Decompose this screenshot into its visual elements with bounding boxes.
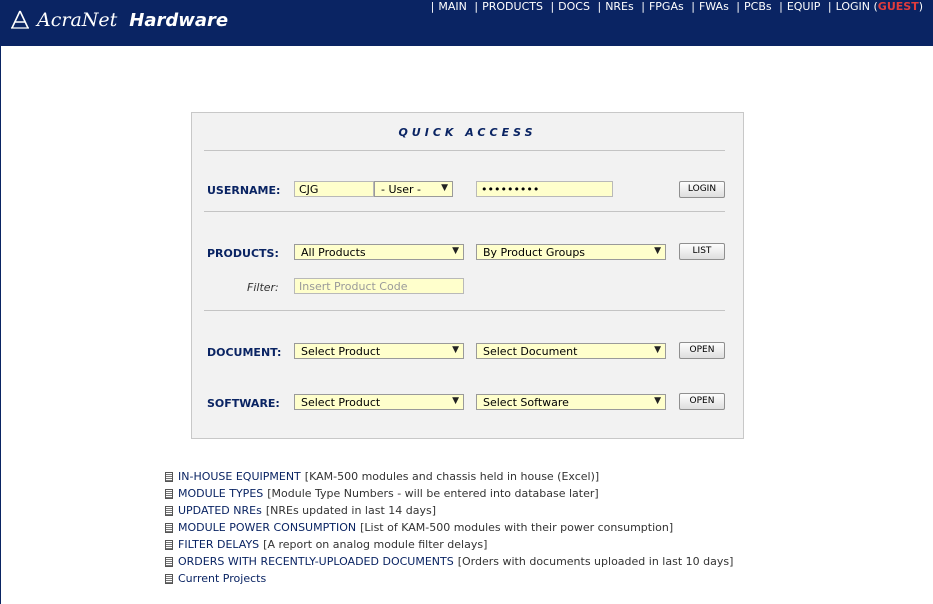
- brand-name: AcraNet: [37, 9, 118, 31]
- nav-fwas[interactable]: FWAs: [698, 0, 729, 13]
- user-select[interactable]: [374, 181, 453, 197]
- link-module-power-consumption[interactable]: MODULE POWER CONSUMPTION: [178, 521, 357, 534]
- software-product-select[interactable]: [294, 394, 464, 410]
- list-item: [165, 570, 733, 587]
- nav-docs[interactable]: DOCS: [558, 0, 590, 13]
- chevron-down-icon: ▼: [452, 345, 459, 355]
- nav-main[interactable]: MAIN: [438, 0, 467, 13]
- document-icon: [165, 557, 173, 567]
- document-product-select[interactable]: [294, 343, 464, 359]
- document-icon: [165, 540, 173, 550]
- link-description: [Module Type Numbers - will be entered into database later]: [267, 487, 599, 500]
- quick-access-panel: [191, 112, 744, 439]
- username-label: USERNAME:: [207, 184, 281, 197]
- document-label: DOCUMENT:: [207, 346, 282, 359]
- chevron-down-icon: ▼: [654, 345, 661, 355]
- username-input[interactable]: [295, 182, 373, 196]
- guest-label: GUEST: [877, 0, 919, 13]
- chevron-down-icon: ▼: [452, 396, 459, 406]
- list-item: [165, 536, 733, 553]
- chevron-down-icon: ▼: [654, 246, 661, 256]
- software-open-button[interactable]: OPEN: [679, 393, 725, 410]
- link-updated-nres[interactable]: UPDATED NREs: [178, 504, 262, 517]
- chevron-down-icon: ▼: [441, 183, 448, 193]
- product-select[interactable]: [294, 244, 464, 260]
- list-item: [165, 519, 733, 536]
- product-code-input[interactable]: [295, 279, 463, 293]
- nav-pcbs[interactable]: PCBs: [744, 0, 772, 13]
- chevron-down-icon: ▼: [452, 246, 459, 256]
- nav-fpgas[interactable]: FPGAs: [648, 0, 684, 13]
- document-open-button[interactable]: OPEN: [679, 342, 725, 359]
- software-label: SOFTWARE:: [207, 397, 280, 410]
- software-select[interactable]: [476, 394, 666, 410]
- nav-products[interactable]: PRODUCTS: [482, 0, 543, 13]
- password-input[interactable]: [477, 182, 612, 196]
- document-icon: [165, 489, 173, 499]
- link-description: [List of KAM-500 modules with their power consumption]: [360, 521, 674, 534]
- link-description: [NREs updated in last 14 days]: [265, 504, 437, 517]
- logo[interactable]: [9, 9, 228, 31]
- top-nav: | MAIN | PRODUCTS | DOCS | NREs | FPGAs | FWAs | PCBs | EQUIP | LOGIN (GUEST): [430, 0, 923, 13]
- chevron-down-icon: ▼: [654, 396, 661, 406]
- list-item: [165, 468, 733, 485]
- document-icon: [165, 574, 173, 584]
- username-field[interactable]: [294, 181, 374, 197]
- divider: [204, 150, 725, 151]
- nav-nres[interactable]: NREs: [605, 0, 634, 13]
- guest-paren-open: (: [873, 0, 878, 13]
- document-select[interactable]: [476, 343, 666, 359]
- filter-label: Filter:: [247, 281, 279, 294]
- login-button[interactable]: LOGIN: [679, 181, 725, 198]
- quick-access-title: QUICK ACCESS: [398, 126, 537, 139]
- products-label: PRODUCTS:: [207, 247, 279, 260]
- divider: [204, 310, 725, 311]
- document-product-select-value: Select Product: [301, 345, 381, 358]
- links-list: [165, 468, 733, 587]
- header-bar: [0, 0, 933, 46]
- guest-paren-close: ): [918, 0, 923, 13]
- list-item: [165, 502, 733, 519]
- nav-login[interactable]: LOGIN: [835, 0, 870, 13]
- acra-logo-icon: [9, 9, 31, 31]
- link-orders-recently-uploaded[interactable]: ORDERS WITH RECENTLY-UPLOADED DOCUMENTS: [178, 555, 454, 568]
- document-select-value: Select Document: [483, 345, 578, 358]
- document-icon: [165, 472, 173, 482]
- divider: [204, 211, 725, 212]
- password-field[interactable]: [476, 181, 613, 197]
- list-item: [165, 485, 733, 502]
- software-select-value: Select Software: [483, 396, 569, 409]
- link-module-types[interactable]: MODULE TYPES: [178, 487, 264, 500]
- link-description: [A report on analog module filter delays]: [263, 538, 488, 551]
- software-product-select-value: Select Product: [301, 396, 381, 409]
- link-in-house-equipment[interactable]: IN-HOUSE EQUIPMENT: [178, 470, 301, 483]
- document-icon: [165, 506, 173, 516]
- product-group-select[interactable]: [476, 244, 666, 260]
- link-description: [Orders with documents uploaded in last 10 days]: [457, 555, 734, 568]
- document-icon: [165, 523, 173, 533]
- link-filter-delays[interactable]: FILTER DELAYS: [178, 538, 260, 551]
- list-button[interactable]: LIST: [679, 243, 725, 260]
- product-select-value: All Products: [301, 246, 366, 259]
- list-item: [165, 553, 733, 570]
- user-select-value: - User -: [381, 183, 422, 196]
- filter-field[interactable]: [294, 278, 464, 294]
- product-group-select-value: By Product Groups: [483, 246, 586, 259]
- nav-equip[interactable]: EQUIP: [786, 0, 821, 13]
- brand-subtitle: Hardware: [129, 9, 229, 31]
- link-description: [KAM-500 modules and chassis held in house (Excel)]: [304, 470, 600, 483]
- left-border: [0, 46, 1, 604]
- link-current-projects[interactable]: Current Projects: [178, 572, 267, 585]
